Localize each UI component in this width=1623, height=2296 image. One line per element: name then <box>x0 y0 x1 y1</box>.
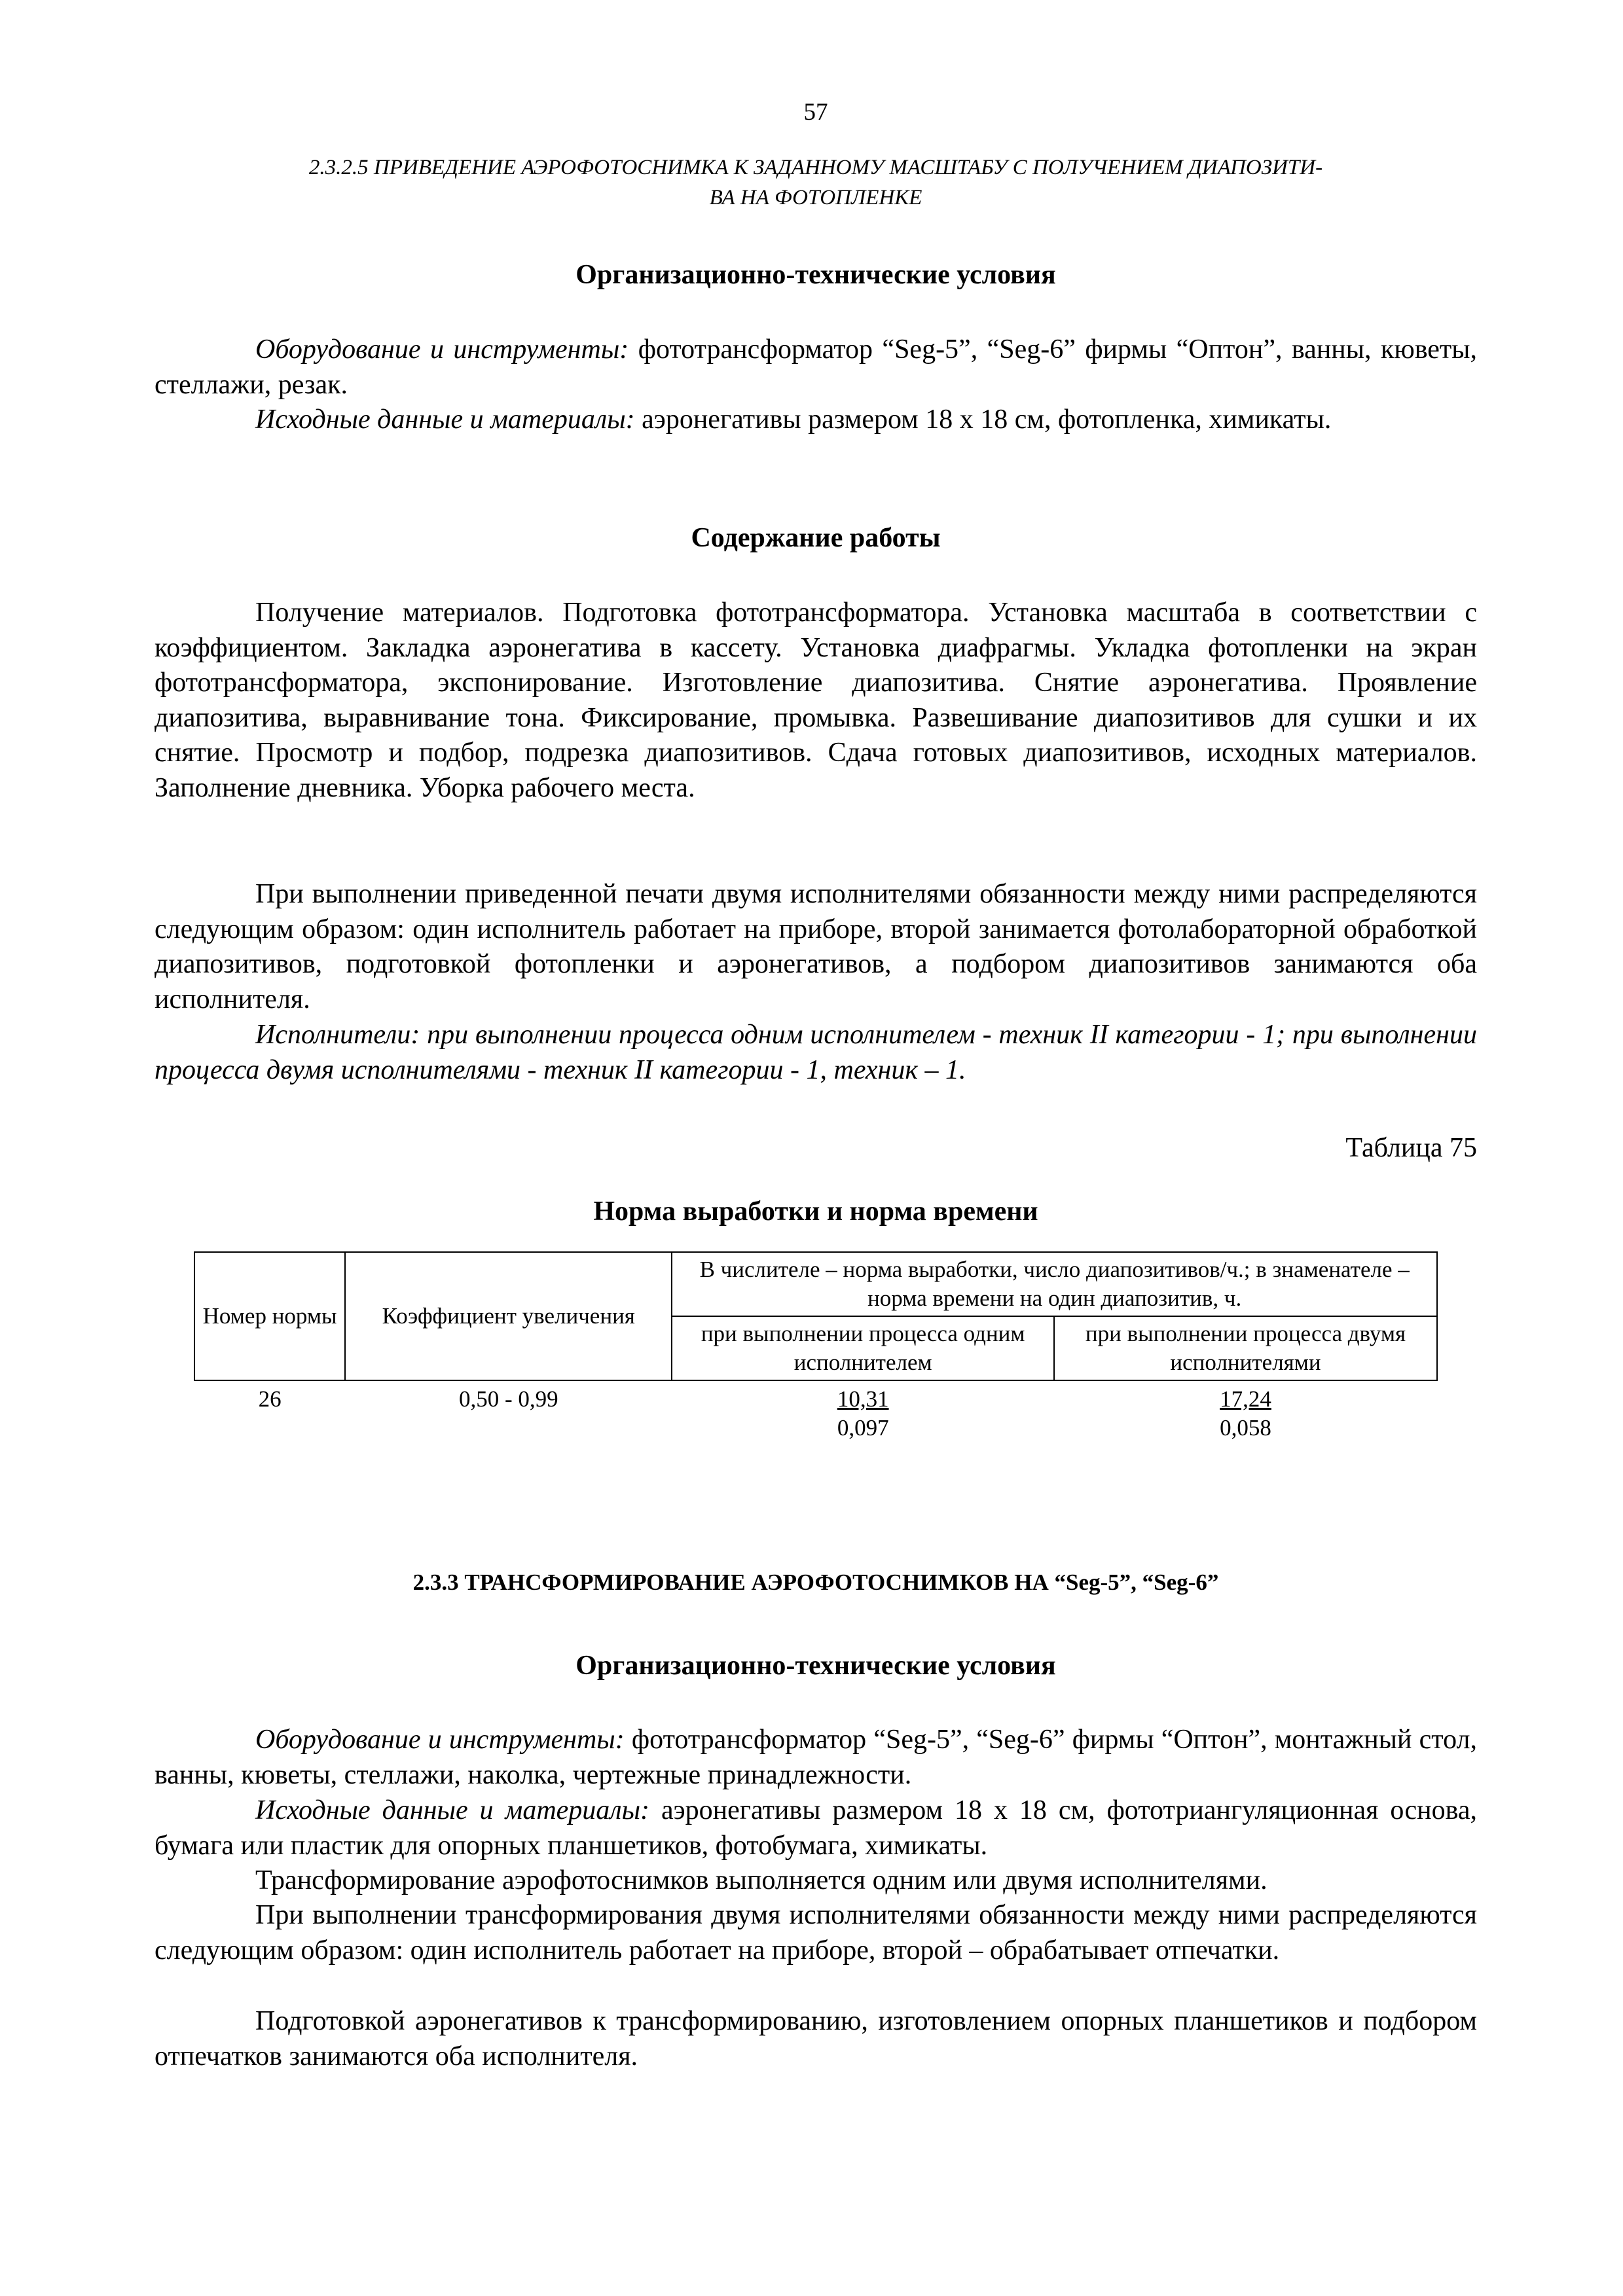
norms-table <box>194 1251 1438 1446</box>
performers-paragraph: Исполнители: при выполнении процесса одним исполнителем - техник II категории - 1; при выполнении процесса двумя исполнителями - техник II категории - 1, техник – 1. <box>155 1020 1477 1085</box>
cell-number: 26 <box>258 1386 282 1412</box>
two-performers-time: 0,058 <box>1220 1415 1271 1441</box>
header-number: Номер нормы <box>194 1252 345 1380</box>
duties-paragraph-2: При выполнении трансформирования двумя исполнителями обязанности между ними распределяются следующим образом: один исполнитель работает на приборе, второй – обрабатывает отпечатки. <box>155 1900 1477 1965</box>
cell-coefficient: 0,50 - 0,99 <box>458 1386 558 1412</box>
section-title-line1: 2.3.2.5 ПРИВЕДЕНИЕ АЭРОФОТОСНИМКА К ЗАДАННОМУ МАСШТАБУ С ПОЛУЧЕНИЕМ ДИАПОЗИТИ- <box>308 156 1323 179</box>
cell-two-performers <box>1054 1380 1437 1446</box>
equipment-paragraph-2 <box>155 1723 1477 1793</box>
cell-one-performer <box>672 1380 1054 1446</box>
section-title-line2: ВА НА ФОТОПЛЕНКЕ <box>709 186 922 209</box>
materials-paragraph <box>155 403 1477 438</box>
duties-paragraph: При выполнении приведенной печати двумя исполнителями обязанности между ними распределяются следующим образом: один исполнитель работает на приборе, второй занимается фотолабораторной обработкой диапозитивов, подготовкой фотопленки и аэронегативов, а подбором диапозитивов занимаются оба исполнителя. <box>155 879 1477 1014</box>
work-content-paragraph: Получение материалов. Подготовка фототрансформатора. Установка масштаба в соответствии с коэффициентом. Закладка аэронегатива в кассету. Установка диафрагмы. Укладка фотопленки на экран фототрансформатора, экспонирование. Изготовление диапозитива. Снятие аэронегатива. Проявление диапозитива, выравнивание тона. Фиксирование, промывка. Развешивание диапозитивов для сушки и их снятие. Просмотр и подбор, подрезка диапозитивов. Сдача готовых диапозитивов, исходных материалов. Заполнение дневника. Уборка рабочего места. <box>155 598 1477 803</box>
table-row <box>194 1380 1437 1446</box>
performers-count-paragraph: Трансформирование аэрофотоснимков выполняется одним или двумя исполнителями. <box>255 1865 1267 1895</box>
equipment-text: фототрансформатор “Seg-5”, “Seg-6” фирмы “Оптон”, ванны, кюветы, стеллажи, резак. <box>155 334 1478 400</box>
header-one-performer: при выполнении процесса одним исполнителем <box>672 1316 1054 1380</box>
org-conditions-heading: Организационно-технические условия <box>575 260 1056 290</box>
header-two-performers: при выполнении процесса двумя исполнителями <box>1054 1316 1437 1380</box>
table-label: Таблица 75 <box>1345 1133 1477 1163</box>
work-content-heading: Содержание работы <box>691 523 941 553</box>
equipment-paragraph <box>155 332 1477 403</box>
org-conditions-heading-2: Организационно-технические условия <box>575 1651 1056 1681</box>
page-number: 57 <box>803 99 828 126</box>
materials-label: Исходные данные и материалы: <box>255 404 635 435</box>
two-performers-output: 17,24 <box>1220 1386 1271 1412</box>
equipment-label: Оборудование и инструменты: <box>255 334 629 365</box>
section-title-2-3-2-5 <box>155 152 1477 213</box>
materials-text-2: аэронегативы размером 18 х 18 см, фототриангуляционная основа, бумага или пластик для опорных планшетиков, фотобумага, химикаты. <box>155 1795 1478 1861</box>
section-title-2-3-3: 2.3.3 ТРАНСФОРМИРОВАНИЕ АЭРОФОТОСНИМКОВ НА “Seg-5”, “Seg-6” <box>412 1570 1219 1595</box>
materials-text: аэронегативы размером 18 х 18 см, фотопленка, химикаты. <box>634 404 1332 435</box>
materials-paragraph-2 <box>155 1793 1477 1863</box>
header-coefficient: Коэффициент увеличения <box>345 1252 672 1380</box>
one-performer-time: 0,097 <box>837 1415 889 1441</box>
materials-label-2: Исходные данные и материалы: <box>255 1795 650 1825</box>
equipment-label-2: Оборудование и инструменты: <box>255 1725 625 1755</box>
equipment-text-2: фототрансформатор “Seg-5”, “Seg-6” фирмы “Оптон”, монтажный стол, ванны, кюветы, стеллажи, наколка, чертежные принадлежности. <box>155 1725 1477 1790</box>
one-performer-output: 10,31 <box>837 1386 889 1412</box>
preparation-paragraph: Подготовкой аэронегативов к трансформированию, изготовлением опорных планшетиков и подбором отпечатков занимаются оба исполнителя. <box>155 2006 1477 2072</box>
table-title: Норма выработки и норма времени <box>593 1196 1038 1227</box>
header-group: В числителе – норма выработки, число диапозитивов/ч.; в знаменателе – норма времени на один диапозитив, ч. <box>672 1252 1437 1316</box>
